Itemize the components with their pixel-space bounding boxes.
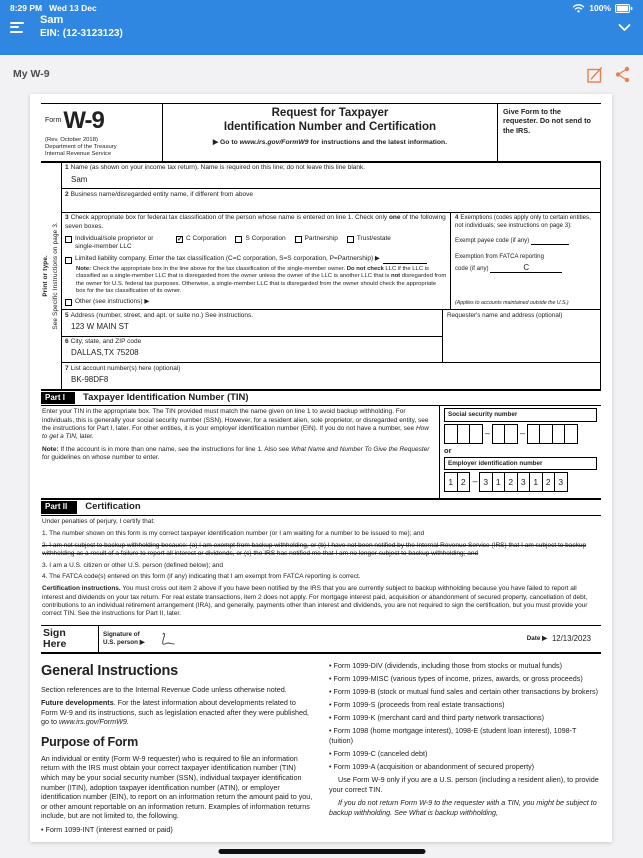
bullet-1099-k: • Form 1099-K (merchant card and third party network transactions) xyxy=(329,713,545,723)
form-goto-line: ▶ Go to www.irs.gov/FormW9 for instructions and the latest information. xyxy=(212,138,448,146)
certification-item-2-struck: 2. I am not subject to backup withholding because: (a) I am exempt from backup withholding, or (b) I have not been notified by the Internal Revenue Service (IRS) that I am subject to backup withholding as a result of a failure to report all interest or dividends, or (c) the IRS has notified me that I am no longer subject to backup withholding; and xyxy=(42,541,587,557)
applies-note: (Applies to accounts maintained outside the U.S.) xyxy=(455,300,569,307)
sign-here-label: Sign Here xyxy=(41,626,99,652)
purpose-para: An individual or entity (Form W-9 requester) who is required to file an information return with the IRS must obtain your correct taxpayer identification number (TIN) which may be your social security number (SSN), individual taxpayer identification number (ITIN), adoption taxpayer identification number (ATIN), or employer identification number (EIN), to report on an information return the amount paid to you, or other amount reportable on an information return. Examples of information returns include, but are not limited to, the following. xyxy=(41,753,313,821)
signature-mark xyxy=(153,631,183,647)
checkbox-other-label: Other (see instructions) ▶ xyxy=(75,298,150,306)
form-number: W-9 xyxy=(63,107,104,134)
checkbox-llc xyxy=(65,255,447,263)
checkbox-partnership-label: Partnership xyxy=(304,234,338,242)
certification-item-4: 4. The FATCA code(s) entered on this form (if any) indicating that I am exempt from FATCA reporting is correct. xyxy=(42,573,361,581)
form-service: Internal Revenue Service xyxy=(45,151,112,158)
general-instructions xyxy=(41,654,601,838)
profile-name: Sam xyxy=(40,14,64,26)
certification-intro: Under penalties of perjury, I certify that: xyxy=(42,517,155,525)
bullet-1099-b: • Form 1099-B (stock or mutual fund sales and certain other transactions by brokers) xyxy=(329,687,598,697)
document-toolbar xyxy=(0,55,643,93)
exempt-payee-field: Exempt payee code (if any) xyxy=(455,237,596,245)
battery-icon xyxy=(615,4,633,13)
app-header xyxy=(0,0,643,55)
line3-label: Check appropriate box for federal tax classification of the person whose name is entered on line 1. Check only one of the following seven boxes. xyxy=(65,214,446,230)
checkbox-trust-estate-label: Trust/estate xyxy=(356,234,391,242)
checkbox-c-corporation-box: ✓ xyxy=(177,235,183,243)
part1-badge: Part I xyxy=(41,392,75,405)
checkbox-individual-box xyxy=(65,236,72,243)
checkbox-trust-estate-box xyxy=(347,236,354,243)
page-title: My W-9 xyxy=(13,68,50,80)
line3-tax-classification: 3 Check appropriate box for federal tax classification of the person whose name is entered on line 1. Check only one of the following seven boxes. Individual/sole proprietor or single-member LLC ✓ C Corporation S Corporation Partnership Trust/estate Limited liability company. Enter the tax classification (C=C corporation, S=S corporation, P=Partnership) ▶ Note: Check the appropriate box in the line above for the tax classification of the single-member owner. Do not check LLC if the LLC is classified as a single-member LLC that is disregarded from the owner unless the owner of the LLC is another LLC that is not disregarded from the owner for U.S. federal tax purposes. Otherwise, a single-member LLC that is disregarded from the owner should check the appropriate box for the tax classification of its owner. Other (see instructions) ▶ xyxy=(65,214,447,306)
form-title-line2: Identification Number and Certification xyxy=(223,120,437,133)
status-time: 8:29 PM xyxy=(10,3,43,13)
line5-label: Address (number, street, and apt. or suite no.) See instructions. xyxy=(70,311,254,319)
line7-account-field: 7 List account number(s) here (optional) BK-98DF8 xyxy=(62,363,600,389)
menu-icon[interactable] xyxy=(10,19,28,35)
checkbox-individual xyxy=(65,235,167,252)
battery-percent: 100% xyxy=(589,3,611,13)
checkbox-llc-label: Limited liability company. Enter the tax classification (C=C corporation, S=S corporation, P=Partnership) ▶ xyxy=(75,255,380,263)
ssn-label: Social security number xyxy=(444,408,597,421)
date-field xyxy=(527,626,601,652)
line4-label: Exemptions (codes apply only to certain entities, not individuals; see instructions on page 3): xyxy=(455,214,591,229)
form-revision: (Rev. October 2018) xyxy=(45,136,98,143)
line7-label: List account number(s) here (optional) xyxy=(70,364,181,372)
sidebar-bold-text: Print or type. xyxy=(42,254,50,297)
line3-note: Note: Check the appropriate box in the line above for the tax classification of the single-member owner. Do not check LLC if the LLC is classified as a single-member LLC that is disregarded from the owner unless the owner of the LLC is another LLC that is not disregarded from the owner for U.S. federal tax purposes. Otherwise, a single-member LLC that is disregarded from the owner should check the appropriate box for the tax classification of its owner. xyxy=(76,265,447,294)
backup-withholding-para: If you do not return Form W-9 to the requester with a TIN, you might be subject to backup withholding. See What is backup withholding, xyxy=(329,798,597,817)
edit-icon[interactable] xyxy=(587,66,604,83)
certification-item-3: 3. I am a U.S. citizen or other U.S. person (defined below); and xyxy=(42,561,224,569)
profile-ein: EIN: (12-3123123) xyxy=(40,27,123,39)
w9-document xyxy=(30,94,612,842)
future-developments-para: Future developments. For the latest information about developments related to Form W-9 and its instructions, such as legislation enacted after they were published, go to www.irs.gov/FormW9. xyxy=(41,698,309,727)
checkbox-c-corporation-label: C Corporation xyxy=(186,234,227,242)
fatca-code-value: C xyxy=(490,264,562,273)
wifi-icon xyxy=(572,3,585,13)
line6-value: DALLAS,TX 75208 xyxy=(71,348,139,358)
line2-business-name-field: 2 Business name/disregarded entity name, if different from above xyxy=(62,189,600,212)
part2-badge: Part II xyxy=(41,501,77,514)
line6-label: City, state, and ZIP code xyxy=(70,338,142,346)
line1-name-field: 1 Name (as shown on your income tax return). Name is required on this line; do not leave this line blank. Sam xyxy=(62,163,600,190)
line6-city-field: 6 City, state, and ZIP code DALLAS,TX 75208 xyxy=(62,337,442,363)
checkbox-trust-estate xyxy=(347,235,391,252)
llc-classification-underline xyxy=(383,256,427,264)
give-form-note: Give Form to the requester. Do not send to the IRS. xyxy=(497,104,601,161)
sign-here-section xyxy=(41,626,601,654)
part1-text: Enter your TIN in the appropriate box. The TIN provided must match the name given on line 1 to avoid backup withholding. For individuals, this is generally your social security number (SSN). However, for a resident alien, sole proprietor, or disregarded entity, see the instructions for Part I, later. For other entities, it is your employer identification number (EIN). If you do not have a number, see How to get a TIN, later. Note: If the account is in more than one name, see the instructions for line 1. Also see What Name and Number To Give the Requester for guidelines on whose number to enter. xyxy=(42,408,430,462)
home-indicator[interactable] xyxy=(218,849,425,854)
bullet-1099-s: • Form 1099-S (proceeds from real estate transactions) xyxy=(329,700,505,710)
bullet-1098: • Form 1098 (home mortgage interest), 1098-E (student loan interest), 1098-T (tuition) xyxy=(329,726,577,745)
signature-of-label: Signature of U.S. person ▶ xyxy=(103,630,145,647)
line2-label: Business name/disregarded entity name, if different from above xyxy=(70,190,253,198)
status-bar xyxy=(0,0,643,13)
sidebar-regular-text: See Specific Instructions on page 3. xyxy=(51,221,59,330)
line1-value: Sam xyxy=(71,174,88,184)
or-text: or xyxy=(444,445,452,455)
form-department: Department of the Treasury xyxy=(45,144,117,151)
checkbox-s-corporation xyxy=(235,235,285,252)
print-or-type-sidebar xyxy=(41,163,61,389)
line5-value: 123 W MAIN ST xyxy=(71,321,129,331)
ein-label: Employer identification number xyxy=(444,457,597,470)
date-label: Date ▶ xyxy=(526,634,547,642)
checkbox-llc-box xyxy=(65,257,72,264)
checkbox-c-corporation xyxy=(176,235,226,252)
bullet-1099-misc: • Form 1099-MISC (various types of income, prizes, awards, or gross proceeds) xyxy=(329,674,583,684)
line2-value xyxy=(65,199,597,210)
form-word: Form xyxy=(45,117,62,124)
ssn-boxes: – – xyxy=(444,424,597,444)
form-title-line1: Request for Taxpayer xyxy=(271,107,389,119)
use-form-para: Use Form W-9 only if you are a U.S. person (including a resident alien), to provide your correct TIN. xyxy=(329,775,599,794)
bullet-1099-c: • Form 1099-C (canceled debt) xyxy=(329,749,428,759)
part2-text xyxy=(41,516,601,626)
chevron-down-icon[interactable] xyxy=(618,23,631,32)
status-date: Wed 13 Dec xyxy=(49,3,97,13)
line4-exemptions: 4 Exemptions (codes apply only to certain entities, not individuals; see instructions on page 3): Exempt payee code (if any) Exemption from FATCA reporting code (if any) C (Applies to accounts maintained outside the U.S.) xyxy=(450,213,600,309)
purpose-of-form-heading: Purpose of Form xyxy=(41,734,139,749)
tin-column xyxy=(439,406,601,498)
fatca-field: Exemption from FATCA reporting code (if any) C xyxy=(455,253,596,273)
line1-label: Name (as shown on your income tax return). Name is required on this line; do not leave this line blank. xyxy=(70,164,366,172)
exempt-payee-underline xyxy=(531,237,569,245)
part2-title: Certification xyxy=(85,501,141,513)
certification-item-1: 1. The number shown on this form is my correct taxpayer identification number (or I am waiting for a number to be issued to me); and xyxy=(42,529,425,537)
general-instructions-heading: General Instructions xyxy=(41,663,179,680)
bullet-1099-int: • Form 1099-INT (interest earned or paid) xyxy=(41,824,173,834)
checkbox-partnership-box xyxy=(295,236,302,243)
bullet-1099-div: • Form 1099-DIV (dividends, including those from stocks or mutual funds) xyxy=(329,661,563,671)
share-icon[interactable] xyxy=(615,66,630,83)
line5-address-field: 5 Address (number, street, and apt. or suite no.) See instructions. 123 W MAIN ST xyxy=(62,310,442,337)
checkbox-s-corporation-box xyxy=(235,236,242,243)
part2-header xyxy=(41,500,601,516)
checkbox-other xyxy=(65,298,447,306)
checkbox-s-corporation-label: S Corporation xyxy=(245,234,286,242)
w9-form-header xyxy=(41,103,601,163)
line7-value: BK-98DF8 xyxy=(71,374,109,384)
part1-title: Taxpayer Identification Number (TIN) xyxy=(83,392,249,403)
part1-header xyxy=(41,389,601,407)
certification-instructions: Certification instructions. You must cross out item 2 above if you have been notified by the IRS that you are currently subject to backup withholding because you have failed to report all interest and dividends on your tax return. For real estate transactions, item 2 does not apply. For mortgage interest paid, acquisition or abandonment of secured property, cancellation of debt, contributions to an individual retirement arrangement (IRA), and generally, payments other than interest and dividends, you are not required to sign the certification, but you must provide your correct TIN. See the instructions for Part II, later. xyxy=(42,585,588,618)
checkbox-partnership xyxy=(295,235,338,252)
bullet-1099-a: • Form 1099-A (acquisition or abandonment of secured property) xyxy=(329,762,535,772)
requester-box: Requester's name and address (optional) xyxy=(442,310,600,362)
checkbox-other-box xyxy=(65,299,72,306)
date-value: 12/13/2023 xyxy=(551,634,591,644)
checkbox-individual-label: Individual/sole proprietor or single-member LLC xyxy=(75,234,154,251)
ein-boxes: 1 2 – 3 1 2 3 1 2 3 xyxy=(444,472,597,492)
section-references-para: Section references are to the Internal Revenue Code unless otherwise noted. xyxy=(41,684,287,694)
